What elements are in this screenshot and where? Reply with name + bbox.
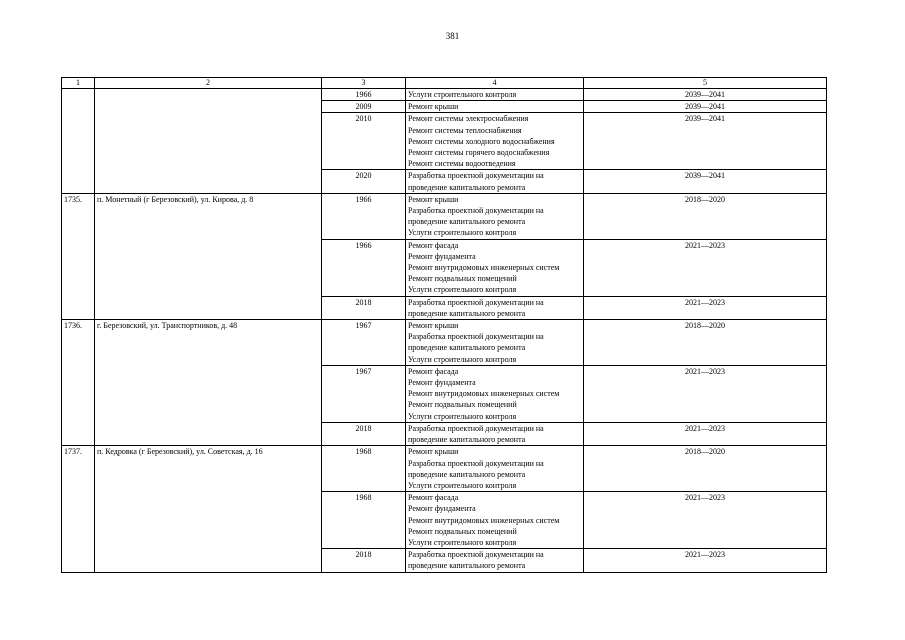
year-cell: 2010 xyxy=(322,113,406,170)
period-cell: 2021—2023 xyxy=(584,365,827,422)
work-item: Ремонт внутридомовых инженерных систем xyxy=(408,263,560,273)
work-item: Услуги строительного контроля xyxy=(408,411,517,421)
work-item: Ремонт подвальных помещений xyxy=(408,274,517,284)
year-cell: 1967 xyxy=(322,365,406,422)
works-cell xyxy=(406,549,584,572)
column-header: 2 xyxy=(95,78,322,89)
object-number xyxy=(62,89,95,194)
column-header: 1 xyxy=(62,78,95,89)
works-cell xyxy=(406,113,584,170)
period-cell: 2021—2023 xyxy=(584,549,827,572)
table-row xyxy=(62,446,827,492)
period-cell: 2039—2041 xyxy=(584,101,827,113)
work-item: Ремонт подвальных помещений xyxy=(408,400,517,410)
work-item: Ремонт фасада xyxy=(408,240,459,250)
work-item: Ремонт фундамента xyxy=(408,504,476,514)
table-header-row xyxy=(62,78,827,89)
work-item: проведение капитального ремонта xyxy=(408,469,526,479)
work-item: Ремонт фундамента xyxy=(408,378,476,388)
work-item: проведение капитального ремонта xyxy=(408,561,526,571)
column-header: 4 xyxy=(406,78,584,89)
object-address: п. Монетный (г Березовский), ул. Кирова, д. 8 xyxy=(95,193,322,319)
work-item: Ремонт подвальных помещений xyxy=(408,526,517,536)
period-cell: 2039—2041 xyxy=(584,113,827,170)
year-cell: 1966 xyxy=(322,193,406,239)
object-number: 1737. xyxy=(62,446,95,572)
work-item: Ремонт внутридомовых инженерных систем xyxy=(408,389,560,399)
year-cell: 1967 xyxy=(322,320,406,366)
period-cell: 2021—2023 xyxy=(584,296,827,319)
work-item: Ремонт системы электроснабжения xyxy=(408,114,529,124)
work-item: Услуги строительного контроля xyxy=(408,285,517,295)
period-cell: 2018—2020 xyxy=(584,320,827,366)
works-cell xyxy=(406,170,584,193)
work-item: Ремонт внутридомовых инженерных систем xyxy=(408,515,560,525)
table-row xyxy=(62,320,827,366)
work-item: Разработка проектной документации на xyxy=(408,550,544,560)
works-cell xyxy=(406,320,584,366)
work-item: Ремонт крыши xyxy=(408,102,459,112)
year-cell: 2018 xyxy=(322,296,406,319)
object-address xyxy=(95,89,322,194)
table-row xyxy=(62,193,827,239)
work-item: Ремонт фасада xyxy=(408,366,459,376)
work-item: Услуги строительного контроля xyxy=(408,480,517,490)
work-item: Услуги строительного контроля xyxy=(408,90,517,99)
year-cell: 2009 xyxy=(322,101,406,113)
work-item: Разработка проектной документации на xyxy=(408,297,544,307)
work-item: Ремонт крыши xyxy=(408,447,459,457)
works-cell xyxy=(406,365,584,422)
work-item: проведение капитального ремонта xyxy=(408,308,526,318)
work-item: Ремонт крыши xyxy=(408,321,459,331)
work-item: Разработка проектной документации на xyxy=(408,206,544,216)
work-item: проведение капитального ремонта xyxy=(408,435,526,445)
period-cell: 2018—2020 xyxy=(584,446,827,492)
work-item: Разработка проектной документации на xyxy=(408,171,544,181)
works-cell xyxy=(406,492,584,549)
works-cell xyxy=(406,239,584,296)
work-item: Ремонт фундамента xyxy=(408,251,476,261)
work-item: Услуги строительного контроля xyxy=(408,537,517,547)
year-cell: 1966 xyxy=(322,89,406,101)
work-item: Ремонт системы теплоснабжения xyxy=(408,125,522,135)
works-cell xyxy=(406,193,584,239)
work-item: проведение капитального ремонта xyxy=(408,182,526,192)
work-item: Ремонт системы холодного водоснабжения xyxy=(408,136,555,146)
work-item: Услуги строительного контроля xyxy=(408,228,517,238)
page-number: 381 xyxy=(445,31,460,41)
repair-schedule-table xyxy=(61,77,827,573)
work-item: Ремонт крыши xyxy=(408,194,459,204)
work-item: Ремонт фасада xyxy=(408,493,459,503)
works-cell xyxy=(406,422,584,445)
period-cell: 2039—2041 xyxy=(584,89,827,101)
year-cell: 1968 xyxy=(322,492,406,549)
period-cell: 2021—2023 xyxy=(584,492,827,549)
work-item: Ремонт системы водоотведения xyxy=(408,159,516,169)
work-item: Услуги строительного контроля xyxy=(408,354,517,364)
work-item: проведение капитального ремонта xyxy=(408,343,526,353)
object-number: 1735. xyxy=(62,193,95,319)
period-cell: 2039—2041 xyxy=(584,170,827,193)
work-item: Разработка проектной документации на xyxy=(408,458,544,468)
works-cell xyxy=(406,296,584,319)
works-cell xyxy=(406,101,584,113)
work-item: Разработка проектной документации на xyxy=(408,332,544,342)
column-header: 5 xyxy=(584,78,827,89)
work-item: Разработка проектной документации на xyxy=(408,423,544,433)
period-cell: 2021—2023 xyxy=(584,422,827,445)
year-cell: 2018 xyxy=(322,549,406,572)
period-cell: 2021—2023 xyxy=(584,239,827,296)
period-cell: 2018—2020 xyxy=(584,193,827,239)
work-item: Ремонт системы горячего водоснабжения xyxy=(408,148,550,158)
table-row xyxy=(62,89,827,101)
year-cell: 1966 xyxy=(322,239,406,296)
work-item: проведение капитального ремонта xyxy=(408,217,526,227)
works-cell xyxy=(406,89,584,101)
year-cell: 2018 xyxy=(322,422,406,445)
object-number: 1736. xyxy=(62,320,95,446)
column-header: 3 xyxy=(322,78,406,89)
year-cell: 2020 xyxy=(322,170,406,193)
works-cell xyxy=(406,446,584,492)
year-cell: 1968 xyxy=(322,446,406,492)
object-address: п. Кедровка (г Березовский), ул. Советская, д. 16 xyxy=(95,446,322,572)
object-address: г. Березовский, ул. Транспортников, д. 48 xyxy=(95,320,322,446)
